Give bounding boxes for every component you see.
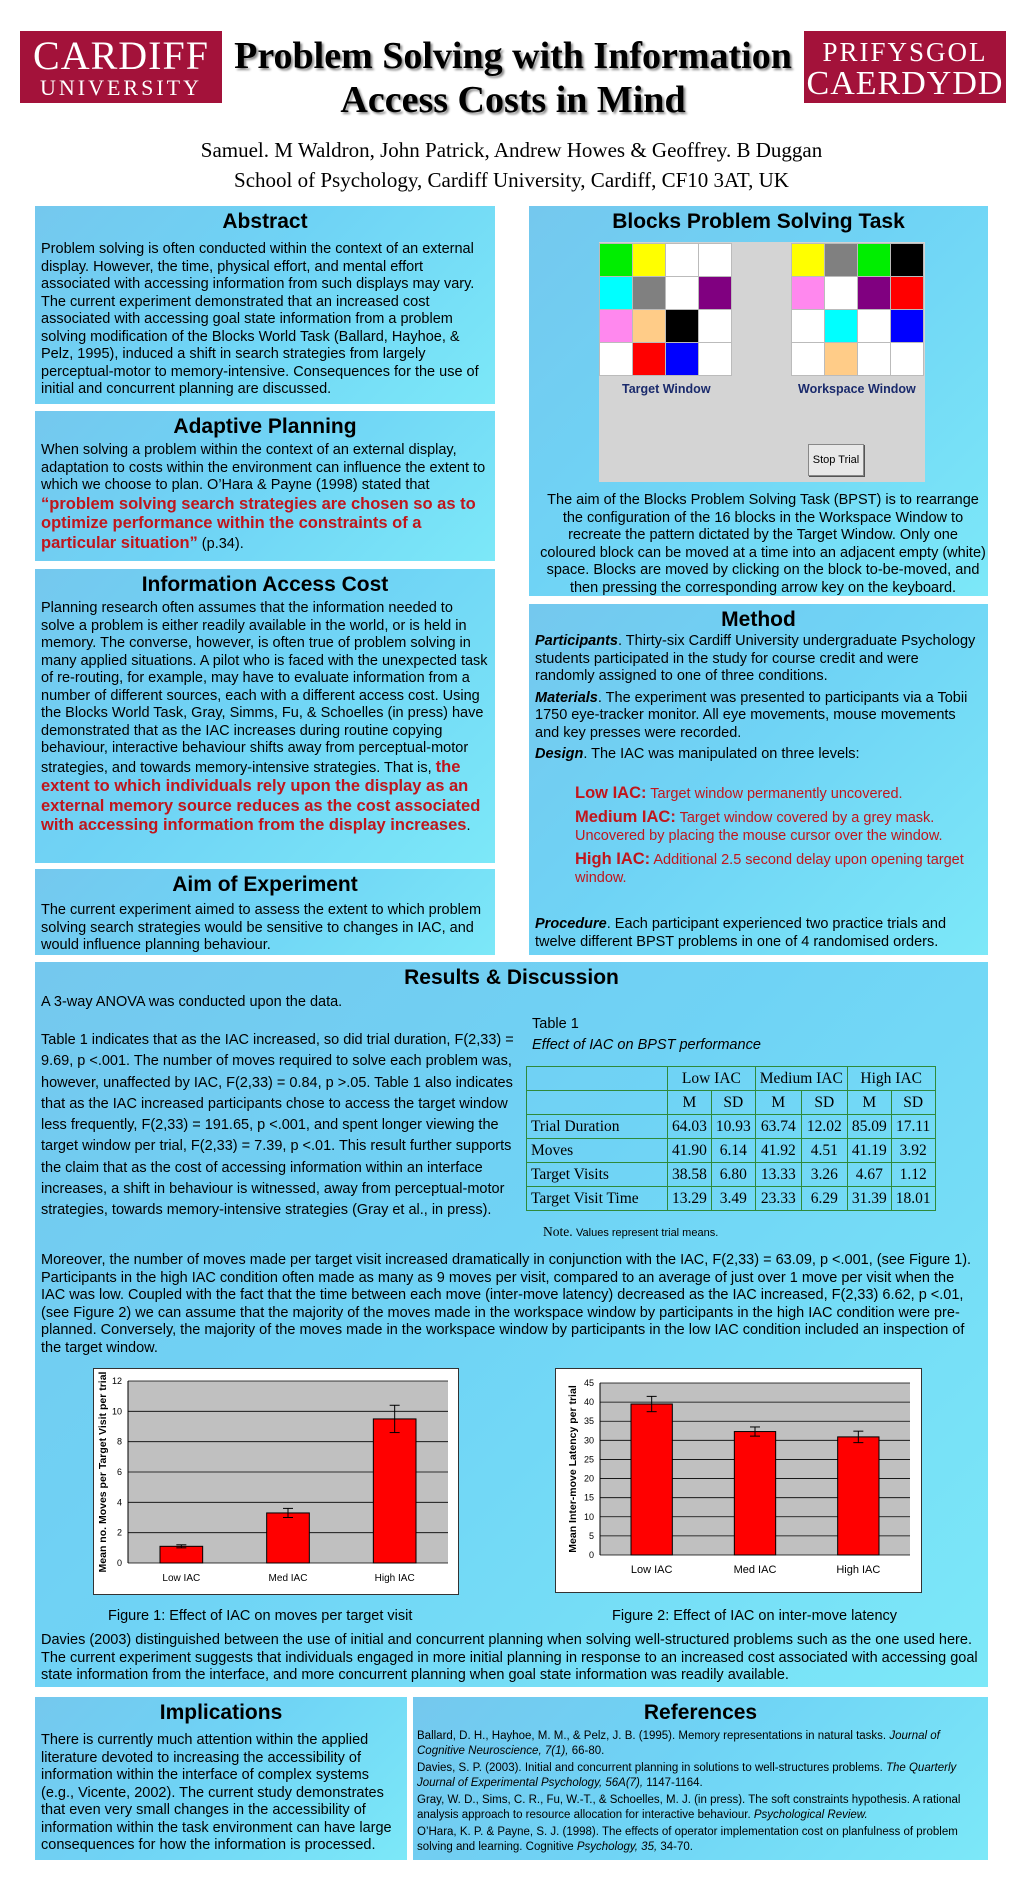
y-tick-label: 15 <box>583 1492 594 1503</box>
table-row-label: Target Visit Time <box>527 1187 668 1211</box>
method-title: Method <box>721 608 796 631</box>
target-block[interactable] <box>633 277 665 309</box>
x-tick-label: High IAC <box>374 1573 415 1584</box>
table-note <box>543 1224 718 1240</box>
table-group-high: High IAC <box>847 1067 935 1091</box>
y-tick-label: 40 <box>583 1397 594 1408</box>
y-tick-label: 35 <box>583 1416 594 1427</box>
table-cell: 12.02 <box>801 1115 847 1139</box>
workspace-block[interactable] <box>858 244 890 276</box>
target-block[interactable] <box>699 244 731 276</box>
aim-title: Aim of Experiment <box>172 873 358 896</box>
workspace-block[interactable] <box>792 244 824 276</box>
x-tick-label: Low IAC <box>162 1573 201 1584</box>
target-block[interactable] <box>666 343 698 375</box>
bpst-title: Blocks Problem Solving Task <box>612 210 905 233</box>
table-row-label: Moves <box>527 1139 668 1163</box>
materials-label: Materials <box>535 689 598 706</box>
target-block[interactable] <box>633 310 665 342</box>
title-line2: Access Costs in Mind <box>340 79 686 121</box>
table-cell: 6.14 <box>711 1139 755 1163</box>
workspace-block[interactable] <box>825 244 857 276</box>
workspace-block[interactable] <box>891 310 923 342</box>
x-tick-label: Med IAC <box>733 1564 777 1576</box>
y-tick-label: 0 <box>116 1558 122 1568</box>
reference-item: Ballard, D. H., Hayhoe, M. M., & Pelz, J. B. (1995). Memory representations in natural tasks. Journal of Cognitive Neuroscience, 7(1), 66-80. <box>417 1730 940 1757</box>
target-block[interactable] <box>699 277 731 309</box>
adaptive-planning-text: When solving a problem within the context of an external display, adaptation to costs within the environment can influence the extent to which we choose to plan. O’Hara & Payne (1998) stated that <box>41 442 486 493</box>
bar <box>631 1404 672 1555</box>
low-iac-label: Low IAC: <box>575 783 647 802</box>
target-block[interactable] <box>699 310 731 342</box>
design-label: Design <box>535 746 584 762</box>
x-tick-label: Med IAC <box>268 1573 308 1584</box>
table-note-label: Note. <box>543 1224 573 1239</box>
procedure-label: Procedure <box>535 916 607 932</box>
workspace-block[interactable] <box>825 343 857 375</box>
figure2-caption: Figure 2: Effect of IAC on inter-move latency <box>612 1608 898 1624</box>
references-title: References <box>643 1701 758 1724</box>
logo-right-line2: CAERDYDD <box>806 65 1004 102</box>
figure1-svg <box>94 1369 458 1594</box>
y-tick-label: 6 <box>116 1467 122 1477</box>
table-sub-header: SD <box>801 1091 847 1115</box>
target-block[interactable] <box>633 343 665 375</box>
target-window-grid <box>599 243 732 376</box>
table-cell: 10.93 <box>711 1115 755 1139</box>
workspace-block[interactable] <box>891 343 923 375</box>
iac-end: . <box>466 818 471 834</box>
workspace-block[interactable] <box>891 277 923 309</box>
anova-text: A 3-way ANOVA was conducted upon the data. <box>41 994 343 1010</box>
y-tick-label: 5 <box>588 1530 594 1541</box>
y-tick-label: 0 <box>588 1550 594 1560</box>
y-tick-label: 20 <box>583 1473 594 1484</box>
y-tick-label: 25 <box>583 1454 594 1465</box>
table-cell: 63.74 <box>755 1115 801 1139</box>
y-tick-label: 12 <box>111 1376 122 1386</box>
y-tick-label: 2 <box>116 1527 122 1538</box>
table-cell: 4.67 <box>847 1163 891 1187</box>
materials-text: . The experiment was presented to participants via a Tobii 1750 eye-tracker monitor. All eye movements, mouse movements and key presses were recorded. <box>535 689 968 741</box>
table-cell: 18.01 <box>891 1187 935 1211</box>
table-sub-header: M <box>668 1091 712 1115</box>
poster-title <box>228 34 798 122</box>
method-procedure <box>529 916 988 951</box>
target-block[interactable] <box>666 277 698 309</box>
workspace-block[interactable] <box>792 277 824 309</box>
title-line1: Problem Solving with Information <box>234 35 792 77</box>
high-iac-label: High IAC: <box>575 850 651 868</box>
y-tick-label: 10 <box>583 1511 594 1522</box>
y-axis-label: Mean Inter-move Latency per trial <box>567 1385 579 1553</box>
results-para2: Moreover, the number of moves made per target visit increased dramatically in conjunction with the IAC, F(2,33) = 63.09, p <.001, (see Figure 1). Participants in the high IAC condition often made as many as 9 moves per visit, compared to an average of just over 1 move per visit when the IAC was low. Coupled with the fact that the time between each move (inter-move latency) decreased as the IAC increased, F(2,33) 6.62, p <.01, (see Figure 2) we can assume that the majority of the moves made in the workspace window by participants in the high IAC condition were pre-planned. Conversely, the majority of the moves made in the workspace window by participants in the low IAC condition included an inspection of the target window. <box>41 1252 972 1356</box>
target-window-label: Target Window <box>622 382 711 396</box>
iac-title: Information Access Cost <box>141 573 389 596</box>
authors-block <box>100 135 923 195</box>
method-panel <box>529 604 988 955</box>
workspace-window-grid <box>791 243 924 376</box>
target-block[interactable] <box>666 244 698 276</box>
method-participants <box>529 633 988 686</box>
workspace-block[interactable] <box>792 343 824 375</box>
table-subheader-row <box>527 1091 936 1115</box>
target-block[interactable] <box>600 343 632 375</box>
target-block[interactable] <box>633 244 665 276</box>
table-header-row <box>527 1067 936 1091</box>
figure2-svg <box>556 1369 921 1592</box>
procedure-text: . Each participant experienced two practice trials and twelve different BPST problems in one of 4 randomised orders. <box>535 916 947 950</box>
logo-left-line2: UNIVERSITY <box>40 75 202 100</box>
med-iac-label: Medium IAC: <box>575 808 676 826</box>
abstract-panel <box>35 206 495 404</box>
table-cell: 23.33 <box>755 1187 801 1211</box>
design-text: . The IAC was manipulated on three levels: <box>583 746 860 762</box>
stop-trial-button[interactable]: Stop Trial <box>808 444 864 476</box>
adaptive-planning-quote: “problem solving search strategies are chosen so as to optimize performance within the constraints of a particular situation” <box>41 494 476 552</box>
bar <box>373 1419 416 1563</box>
reference-item: Davies, S. P. (2003). Initial and concurrent planning in solutions to well-structures problems. The Quarterly Journal of Experimental Psychology, 56A(7), 1147-1164. <box>417 1762 957 1789</box>
table1-caption: Effect of IAC on BPST performance <box>532 1037 761 1053</box>
target-block[interactable] <box>600 310 632 342</box>
workspace-block[interactable] <box>858 310 890 342</box>
participants-text: . Thirty-six Cardiff University undergraduate Psychology students participated in the study for course credit and were randomly assigned to one of three conditions. <box>535 633 976 684</box>
workspace-block[interactable] <box>825 310 857 342</box>
table1-label: Table 1 <box>532 1016 579 1032</box>
table-cell: 13.29 <box>668 1187 712 1211</box>
table-row-label: Trial Duration <box>527 1115 668 1139</box>
affiliation: School of Psychology, Cardiff University, Cardiff, CF10 3AT, UK <box>234 168 789 192</box>
abstract-text: Problem solving is often conducted within the context of an external display. However, the time, physical effort, and mental effort associated with accessing information from such displays may vary. The current experiment demonstrated that an increased cost associated with accessing goal state information from a problem solving modification of the Blocks World Task (Ballard, Hayhoe, & Pelz, 1995), induced a shift in search strategies from largely perceptual-motor to memory-intensive. Consequences for the use of initial and concurrent planning are discussed. <box>41 241 479 397</box>
target-block[interactable] <box>666 310 698 342</box>
table-cell: 85.09 <box>847 1115 891 1139</box>
abstract-title: Abstract <box>222 210 308 233</box>
figure2-chart <box>555 1368 922 1593</box>
y-tick-label: 45 <box>583 1378 594 1388</box>
cardiff-university-logo <box>20 31 222 103</box>
references-list <box>413 1729 988 1855</box>
logo-left-line1: CARDIFF <box>33 33 209 78</box>
table-cell: 17.11 <box>891 1115 935 1139</box>
med-iac-text: Target window covered by a grey mask. Uncovered by placing the mouse cursor over the window. <box>575 810 943 844</box>
low-iac-text: Target window permanently uncovered. <box>646 785 903 802</box>
y-tick-label: 10 <box>111 1406 122 1417</box>
table-cell: 4.51 <box>801 1139 847 1163</box>
adaptive-planning-panel <box>35 411 495 561</box>
target-block[interactable] <box>600 277 632 309</box>
table-row <box>527 1163 936 1187</box>
bar <box>267 1513 310 1563</box>
y-tick-label: 30 <box>583 1435 594 1446</box>
implications-panel <box>35 1697 407 1860</box>
table-cell: 13.33 <box>755 1163 801 1187</box>
workspace-block[interactable] <box>858 343 890 375</box>
target-block[interactable] <box>600 244 632 276</box>
table-sub-header: SD <box>711 1091 755 1115</box>
workspace-block[interactable] <box>825 277 857 309</box>
y-tick-label: 4 <box>116 1497 122 1508</box>
results-para1: Table 1 indicates that as the IAC increased, so did trial duration, F(2,33) = 9.69, p <.001. The number of moves required to solve each problem was, however, unaffected by IAC, F(2,33) = 0.84, p >.05. Table 1 also indicates that as the IAC increased participants chose to access the target window less frequently, F(2,33) = 191.65, p <.001, and spent longer viewing the target window per trial, F(2,33) = 7.39, p <.01. This result further supports the claim that as the cost of accessing information within an interface increases, a shift in behaviour is witnessed, away from perceptual-motor strategies, towards memory-intensive strategies (Gray et al., in press). <box>41 1032 514 1219</box>
table-row <box>527 1115 936 1139</box>
bar <box>734 1432 775 1555</box>
authors: Samuel. M Waldron, John Patrick, Andrew Howes & Geoffrey. B Duggan <box>200 138 823 162</box>
y-tick-label: 8 <box>116 1436 122 1447</box>
table-sub-header: SD <box>891 1091 935 1115</box>
iac-levels <box>569 784 980 888</box>
aim-text: The current experiment aimed to assess the extent to which problem solving search strategies would be sensitive to changes in IAC, and would influence planning behaviour. <box>41 902 482 953</box>
implications-title: Implications <box>159 1701 283 1724</box>
method-materials <box>529 690 988 743</box>
table-cell: 3.26 <box>801 1163 847 1187</box>
prifysgol-caerdydd-logo <box>804 31 1006 103</box>
iac-body <box>35 600 495 836</box>
method-design <box>529 746 988 764</box>
information-access-cost-panel <box>35 569 495 863</box>
workspace-block[interactable] <box>858 277 890 309</box>
reference-item: O’Hara, K. P. & Payne, S. J. (1998). The effects of operator implementation cost on planfulness of problem solving and learning. Cognitive Psychology, 35, 34-70. <box>417 1826 958 1853</box>
adaptive-planning-body <box>35 442 495 553</box>
table-cell: 38.58 <box>668 1163 712 1187</box>
workspace-window-label: Workspace Window <box>798 382 916 396</box>
table-cell: 6.29 <box>801 1187 847 1211</box>
y-axis-label: Mean no. Moves per Target Visit per trial <box>97 1371 109 1573</box>
table-cell: 3.49 <box>711 1187 755 1211</box>
high-iac-text: Additional 2.5 second delay upon opening target window. <box>575 852 964 886</box>
target-block[interactable] <box>699 343 731 375</box>
table-sub-header: M <box>755 1091 801 1115</box>
table-group-low: Low IAC <box>668 1067 756 1091</box>
implications-text: There is currently much attention within the applied literature devoted to increasing the accessibility of information within the interface of complex systems (e.g., Vicente, 2002). The current study demonstrates that even very small changes in the accessibility of information within the task environment can have large consequences for how the information is processed. <box>41 1732 392 1853</box>
table-note-text: Values represent trial means. <box>576 1227 719 1239</box>
reference-item: Gray, W. D., Sims, C. R., Fu, W.-T., & Schoelles, M. J. (in press). The soft constraints hypothesis. A rational analysis approach to resource allocation for interactive behaviour. Psychological Review. <box>417 1794 961 1821</box>
participants-label: Participants <box>535 633 618 649</box>
logo-right-line1: PRIFYSGOL <box>822 37 988 67</box>
table-cell: 1.12 <box>891 1163 935 1187</box>
table-cell: 3.92 <box>891 1139 935 1163</box>
x-tick-label: Low IAC <box>630 1564 673 1576</box>
table-group-medium: Medium IAC <box>755 1067 847 1091</box>
adaptive-planning-title: Adaptive Planning <box>173 415 357 438</box>
table-cell: 31.39 <box>847 1187 891 1211</box>
aim-panel <box>35 869 495 955</box>
table-cell: 41.90 <box>668 1139 712 1163</box>
table-row <box>527 1139 936 1163</box>
figure1-chart <box>93 1368 459 1595</box>
workspace-block[interactable] <box>792 310 824 342</box>
results-title: Results & Discussion <box>404 966 619 989</box>
table-row-label: Target Visits <box>527 1163 668 1187</box>
bpst-text: The aim of the Blocks Problem Solving Task (BPST) is to rearrange the configuration of the 16 blocks in the Workspace Window to recreate the pattern dictated by the Target Window. Only one coloured block can be moved at a time into an adjacent empty (white) space. Blocks are moved by clicking on the block to-be-moved, and then pressing the corresponding arrow key on the keyboard. <box>540 492 986 596</box>
bar <box>160 1546 203 1563</box>
table-cell: 6.80 <box>711 1163 755 1187</box>
x-tick-label: High IAC <box>836 1564 881 1576</box>
table-cell: 64.03 <box>668 1115 712 1139</box>
iac-text: Planning research often assumes that the information needed to solve a problem is either readily available in the world, or is held in memory. The converse, however, is often true of problem solving in many applied situations. A pilot who is faced with the unexpected task of re-routing, for example, may have to evaluate information from a number of different sources, each with a different access cost. Using the Blocks World Task, Gray, Simms, Fu, & Schoelles (in press) have demonstrated that as the IAC increases during routine copying behaviour, interactive behaviour shifts away from perceptual-motor strategies, and towards memory-intensive strategies. That is, <box>41 600 488 776</box>
table-row <box>527 1187 936 1211</box>
workspace-block[interactable] <box>891 244 923 276</box>
table-sub-header: M <box>847 1091 891 1115</box>
iac-highlight: the extent to which individuals rely upon the display as an external memory source reduces as the cost associated with accessing information from the display increases <box>41 757 481 834</box>
table-cell: 41.92 <box>755 1139 801 1163</box>
references-panel <box>413 1697 988 1860</box>
results-table <box>526 1066 936 1211</box>
figure1-caption: Figure 1: Effect of IAC on moves per target visit <box>108 1608 413 1624</box>
adaptive-planning-cite: (p.34). <box>197 535 244 552</box>
results-para3: Davies (2003) distinguished between the use of initial and concurrent planning when solving well-structured problems such as the one used here. The current experiment suggests that individuals engaged in more initial planning in response to an increased cost associated with accessing goal state information from the interface, and more concurrent planning when goal state information was readily available. <box>41 1632 978 1683</box>
table-cell: 41.19 <box>847 1139 891 1163</box>
bar <box>838 1437 879 1555</box>
